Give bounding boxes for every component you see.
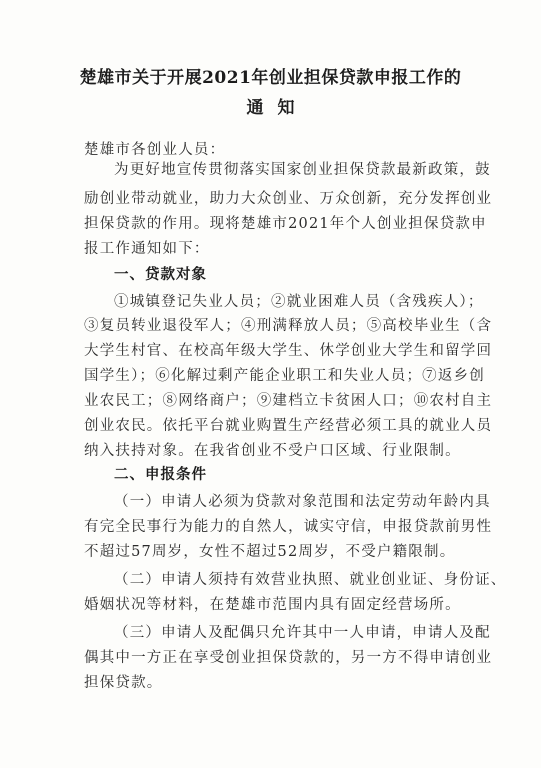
paragraph-line: （二）申请人须持有效营业执照、就业创业证、身份证、: [114, 572, 507, 588]
paragraph-line: （一）申请人必须为贷款对象范围和法定劳动年龄内具: [114, 494, 491, 510]
intro-line: 报工作通知如下：: [84, 241, 210, 257]
paragraph-line: 业农民工；⑧网络商户；⑨建档立卡贫困人口；⑩农村自主: [84, 393, 493, 409]
paragraph-line: 偶其中一方正在享受创业担保贷款的，另一方不得申请创业: [84, 650, 493, 666]
paragraph-line: ①城镇登记失业人员；②就业困难人员（含残疾人）；: [114, 294, 484, 310]
document-title-line-1: 楚雄市关于开展2021年创业担保贷款申报工作的: [79, 68, 462, 88]
paragraph-line: ③复员转业退役军人；④刑满释放人员；⑤高校毕业生（含: [84, 318, 493, 334]
intro-line: 担保贷款的作用。现将楚雄市2021年个人创业担保贷款申: [84, 216, 487, 232]
salutation: 楚雄市各创业人员：: [84, 142, 226, 158]
intro-line: 励创业带动就业，助力大众创业、万众创新，充分发挥创业: [84, 191, 493, 207]
paragraph-line: 纳入扶持对象。在我省创业不受户口区域、行业限制。: [84, 443, 461, 459]
paragraph-line: 担保贷款。: [84, 675, 163, 691]
document-title-line-2: 通知: [246, 98, 309, 118]
paragraph-line: 婚姻状况等材料，在楚雄市范围内具有固定经营场所。: [84, 597, 461, 613]
section-heading-conditions: 二、申报条件: [114, 467, 207, 483]
paragraph-line: 不超过57周岁，女性不超过52周岁，不受户籍限制。: [84, 544, 456, 560]
paragraph-line: 大学生村官、在校高年级大学生、休学创业大学生和留学回: [84, 343, 493, 359]
section-heading-loan-targets: 一、贷款对象: [114, 267, 207, 283]
paragraph-line: （三）申请人及配偶只允许其中一人申请，申请人及配: [114, 625, 491, 641]
paragraph-line: 有完全民事行为能力的自然人，诚实守信，申报贷款前男性: [84, 519, 493, 535]
paragraph-line: 国学生）；⑥化解过剩产能企业职工和失业人员；⑦返乡创: [84, 368, 485, 384]
paragraph-line: 创业农民。依托平台就业购置生产经营必须工具的就业人员: [84, 418, 493, 434]
intro-line: 为更好地宣传贯彻落实国家创业担保贷款最新政策，鼓: [114, 162, 491, 178]
